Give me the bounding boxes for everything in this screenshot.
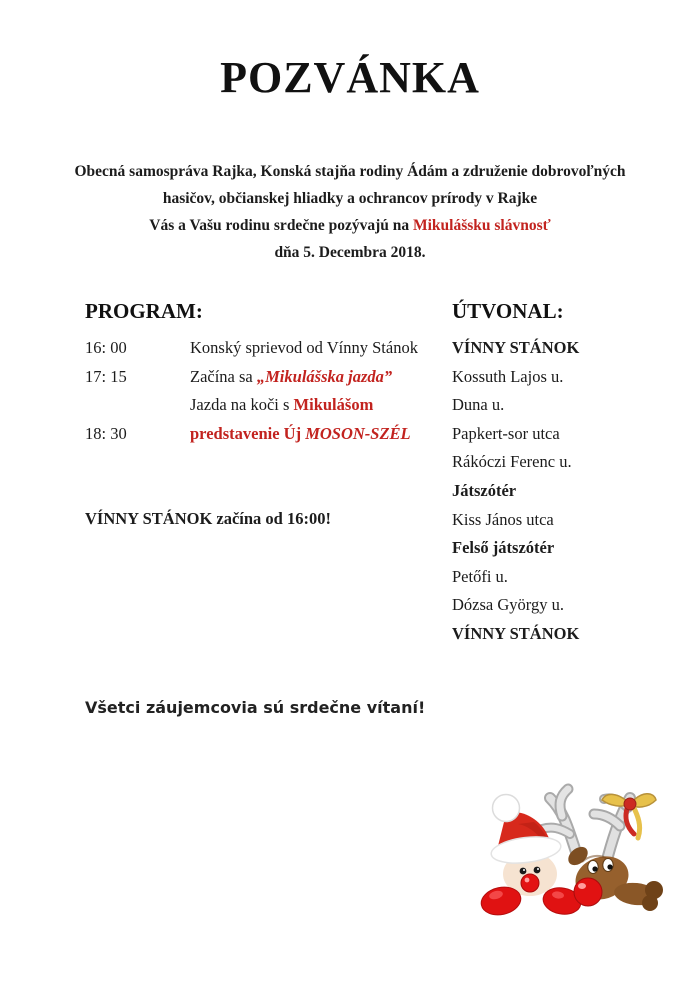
program-row: Jazda na koči s Mikulášom	[190, 395, 374, 415]
program-text: Začína sa	[190, 366, 257, 386]
route-item: Dózsa György u.	[452, 595, 564, 615]
route-item: Petőfi u.	[452, 566, 508, 586]
intro-paragraph	[0, 158, 700, 266]
route-heading: ÚTVONAL:	[452, 299, 564, 323]
invitation-title: POZVÁNKA	[220, 53, 480, 102]
route-item: Felső játszótér	[452, 538, 555, 558]
program-time: 17: 15	[85, 366, 127, 386]
route-list	[452, 334, 579, 649]
program-list	[85, 334, 418, 448]
intro-line-4: dňa 5. Decembra 2018.	[274, 244, 426, 261]
welcome-note: Všetci záujemcovia sú srdečne vítaní!	[85, 698, 426, 717]
route-item: Játszótér	[452, 480, 517, 500]
intro-line-2: hasičov, občianskej hliadky a ochrancov prírody v Rajke	[162, 190, 538, 207]
route-item: Kiss János utca	[452, 509, 554, 529]
program-row: 17: 15 Začína sa „Mikulášska jazda”	[85, 363, 418, 392]
intro-line-3	[0, 212, 700, 239]
route-item: Duna u.	[452, 395, 505, 415]
program-time: 18: 30	[85, 423, 127, 443]
intro-line-3-text: Vás a Vašu rodinu srdečne pozývajú na	[149, 217, 413, 234]
santa-reindeer-illustration	[478, 782, 670, 928]
program-row	[85, 334, 418, 363]
program-row: 18: 30 predstavenie Új MOSON-SZÉL	[85, 420, 418, 449]
route-item: VÍNNY STÁNOK	[452, 338, 580, 357]
program-text: Jazda na koči s	[190, 395, 294, 415]
route-item: VÍNNY STÁNOK	[452, 623, 580, 643]
route-item: Rákóczi Ferenc u.	[452, 452, 572, 472]
program-text: Konský sprievod od Vínny Stánok	[190, 338, 418, 357]
program-heading: PROGRAM:	[85, 299, 203, 323]
intro-line-1: Obecná samospráva Rajka, Konská stajňa rodiny Ádám a združenie dobrovoľných	[74, 163, 626, 180]
program-time: 16: 00	[85, 338, 127, 357]
route-item: Kossuth Lajos u.	[452, 366, 564, 386]
route-item: Papkert-sor utca	[452, 423, 560, 443]
event-name-highlight: Mikulášsku slávnosť	[412, 217, 551, 234]
program-note: VÍNNY STÁNOK začína od 16:00!	[85, 509, 331, 528]
